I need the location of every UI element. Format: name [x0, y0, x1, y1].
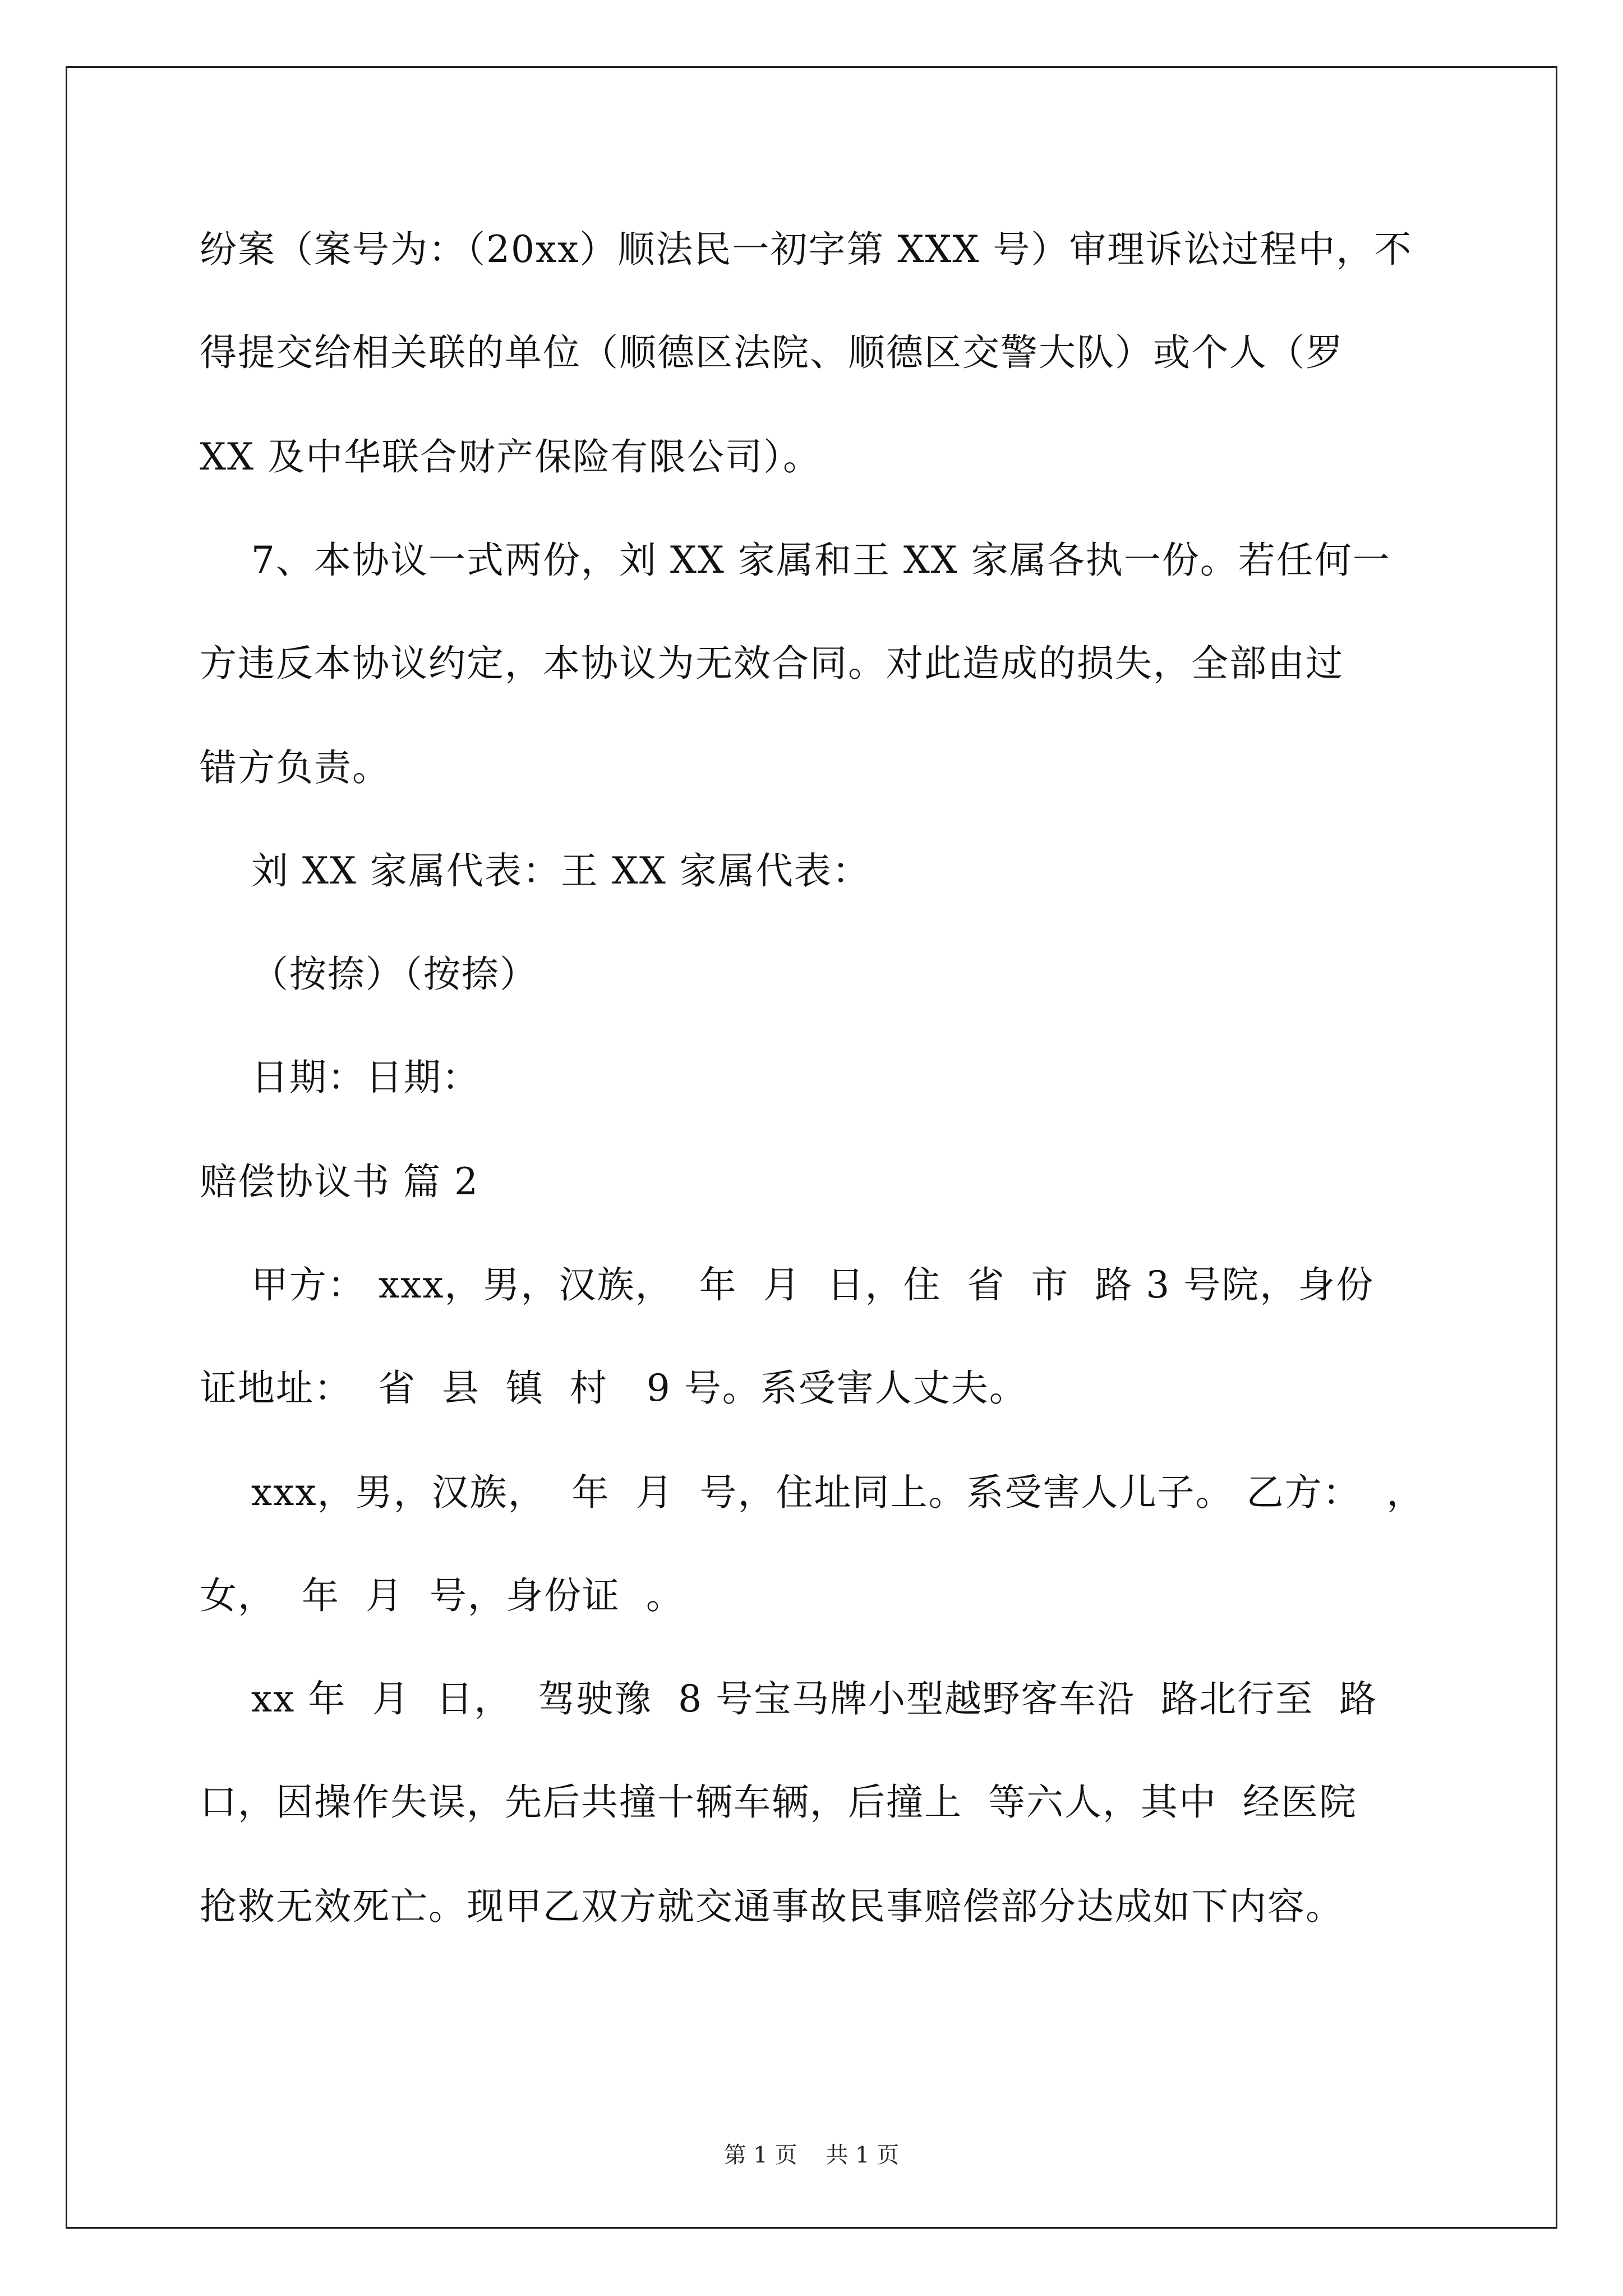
text-line: 7、本协议一式两份，刘 XX 家属和王 XX 家属各执一份。若任何一 [200, 539, 1391, 582]
page-number-footer: 第 1 页 共 1 页 [723, 2142, 900, 2168]
text-line: xx 年 月 日， 驾驶豫 8 号宝马牌小型越野客车沿 路北行至 路 [200, 1677, 1378, 1720]
text-line: 口，因操作失误，先后共撞十辆车辆，后撞上 等六人，其中 经医院 [200, 1780, 1357, 1824]
text-line: 女， 年 月 号，身份证 。 [200, 1574, 684, 1617]
text-line: 证地址： 省 县 镇 村 9 号。系受害人丈夫。 [200, 1366, 1027, 1410]
section-heading: 赔偿协议书 篇 2 [200, 1160, 479, 1203]
text-line: 错方负责。 [200, 746, 390, 789]
text-line: 纷案（案号为：（20xx）顺法民一初字第 XXX 号）审理诉讼过程中，不 [200, 228, 1413, 271]
text-line: （按捺）（按捺） [200, 953, 538, 996]
text-line: xxx，男，汉族， 年 月 号，住址同上。系受害人儿子。 乙方： ， [200, 1471, 1425, 1514]
text-line: 得提交给相关联的单位（顺德区法院、顺德区交警大队）或个人（罗 [200, 331, 1344, 374]
text-line: 刘 XX 家属代表：王 XX 家属代表： [200, 849, 870, 892]
text-line: 抢救无效死亡。现甲乙双方就交通事故民事赔偿部分达成如下内容。 [200, 1885, 1344, 1928]
text-line: 方违反本协议约定，本协议为无效合同。对此造成的损失，全部由过 [200, 642, 1344, 685]
text-line: 甲方： xxx，男，汉族， 年 月 日，住 省 市 路 3 号院，身份 [200, 1263, 1375, 1306]
text-line: 日期：日期： [200, 1056, 480, 1099]
text-line: XX 及中华联合财产保险有限公司）。 [200, 435, 821, 478]
